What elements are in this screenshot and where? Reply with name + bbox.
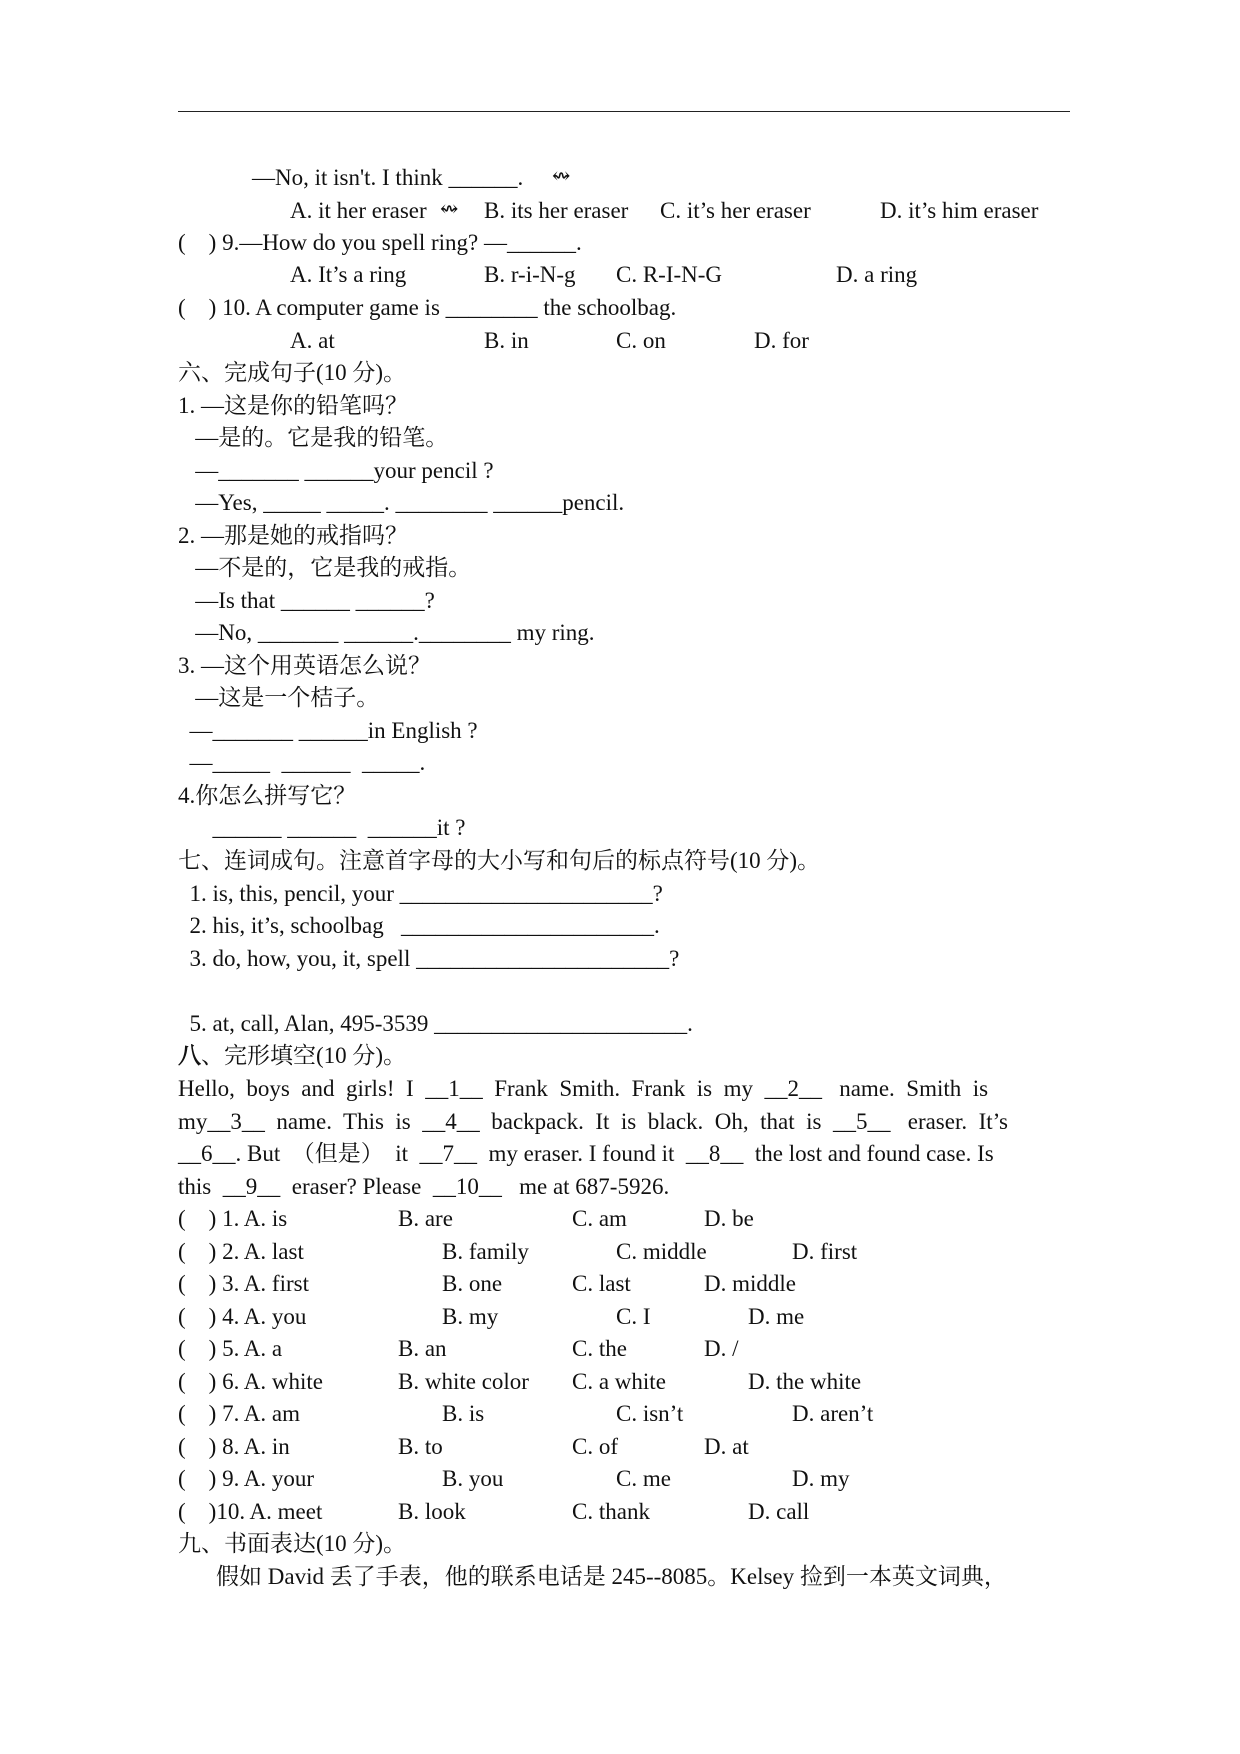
cloze-q-stem: ( ) 2. A. last (178, 1239, 304, 1264)
section6-line: 1. —这是你的铅笔吗？ (178, 393, 408, 418)
cloze-q-option-c: C. of (572, 1434, 618, 1459)
cloze-q-option-d: D. the white (748, 1369, 862, 1394)
section6-line: —_______ ______in English ? (178, 718, 478, 743)
cloze-q-stem: ( ) 3. A. first (178, 1271, 309, 1296)
q8-option-c: C. it’s her eraser (660, 198, 811, 223)
cloze-q-option-c: C. me (616, 1466, 671, 1491)
q9-option-c: C. R-I-N-G (616, 262, 723, 287)
section6-line: 2. —那是她的戒指吗？ (178, 523, 408, 548)
section6-line: —Is that ______ ______? (178, 588, 435, 613)
cloze-q-option-c: C. I (616, 1304, 651, 1329)
q8-reply: —No, it isn't. I think ______. (252, 165, 524, 190)
cloze-q-stem: ( ) 4. A. you (178, 1304, 307, 1329)
q9-option-d: D. a ring (836, 262, 918, 287)
passage-line: __6__. But （但是） it __7__ my eraser. I found it __8__ the lost and found case. Is (178, 1141, 994, 1166)
cloze-q-option-b: B. one (442, 1271, 503, 1296)
cloze-q-option-c: C. thank (572, 1499, 650, 1524)
q8-option-d: D. it’s him eraser (880, 198, 1039, 223)
q10-option-d: D. for (754, 328, 809, 353)
cloze-q-option-c: C. a white (572, 1369, 666, 1394)
section9-title: 九、书面表达(10 分)。 (178, 1531, 407, 1556)
q9-stem: ( ) 9.—How do you spell ring? —______. (178, 230, 582, 255)
cloze-q-option-b: B. are (398, 1206, 453, 1231)
q10-stem: ( ) 10. A computer game is ________ the schoolbag. (178, 295, 677, 320)
section6-line: —不是的，它是我的戒指。 (178, 555, 472, 580)
cloze-q-option-b: B. my (442, 1304, 499, 1329)
section7-line: 2. his, it’s, schoolbag ______________________. (178, 913, 660, 938)
q10-option-c: C. on (616, 328, 666, 353)
cloze-q-option-b: B. to (398, 1434, 443, 1459)
squiggle-mark-icon: ↭ (552, 163, 571, 188)
cloze-q-option-c: C. middle (616, 1239, 707, 1264)
cloze-q-option-d: D. be (704, 1206, 754, 1231)
q8-option-a: A. it her eraser (290, 198, 427, 223)
section6-line: —是的。它是我的铅笔。 (178, 425, 449, 450)
section6-line: 3. —这个用英语怎么说？ (178, 653, 431, 678)
q8-option-b: B. its her eraser (484, 198, 629, 223)
section8-title-number: 八 (178, 1043, 201, 1068)
section7-title: 七、连词成句。注意首字母的大小写和句后的标点符号(10 分)。 (178, 848, 821, 873)
q9-option-a: A. It’s a ring (290, 262, 407, 287)
section6-line: —Yes, _____ _____. ________ ______pencil. (178, 490, 625, 515)
section6-line: 4.你怎么拼写它？ (178, 783, 357, 808)
cloze-q-option-d: D. first (792, 1239, 858, 1264)
section6-line: —_______ ______your pencil ? (178, 458, 494, 483)
section7-line: 5. at, call, Alan, 495-3539 ______________________. (178, 1011, 693, 1036)
cloze-q-option-d: D. aren’t (792, 1401, 874, 1426)
cloze-q-option-b: B. family (442, 1239, 529, 1264)
section9-prompt: 假如 David 丢了手表，他的联系电话是 245--8085。Kelsey 捡到一本英文词典， (216, 1564, 1007, 1589)
cloze-q-stem: ( )10. A. meet (178, 1499, 323, 1524)
q10-option-b: B. in (484, 328, 529, 353)
section6-line: —_____ ______ _____. (178, 750, 426, 775)
cloze-q-stem: ( ) 1. A. is (178, 1206, 288, 1231)
section6-line: ______ ______ ______it ? (178, 815, 466, 840)
cloze-q-option-b: B. is (442, 1401, 485, 1426)
cloze-q-option-d: D. middle (704, 1271, 796, 1296)
cloze-q-option-c: C. the (572, 1336, 627, 1361)
cloze-q-stem: ( ) 6. A. white (178, 1369, 324, 1394)
cloze-q-option-b: B. an (398, 1336, 447, 1361)
cloze-q-stem: ( ) 8. A. in (178, 1434, 290, 1459)
cloze-q-option-c: C. isn’t (616, 1401, 684, 1426)
header-rule (178, 111, 1070, 112)
section7-line: 1. is, this, pencil, your ______________________? (178, 881, 663, 906)
section8-title-text: 、完形填空(10 分)。 (201, 1043, 407, 1068)
q10-option-a: A. at (290, 328, 335, 353)
cloze-q-option-d: D. / (704, 1336, 739, 1361)
q9-option-b: B. r-i-N-g (484, 262, 576, 287)
passage-line: this __9__ eraser? Please __10__ me at 687-5926. (178, 1174, 670, 1199)
section7-line: 3. do, how, you, it, spell ______________________? (178, 946, 680, 971)
section8-title (178, 1041, 406, 1071)
section6-title: 六、完成句子(10 分)。 (178, 360, 407, 385)
passage-line: Hello, boys and girls! I __1__ Frank Smith. Frank is my __2__ name. Smith is (178, 1076, 989, 1101)
cloze-q-stem: ( ) 5. A. a (178, 1336, 283, 1361)
section6-line: —这是一个桔子。 (178, 685, 380, 710)
cloze-q-option-d: D. call (748, 1499, 810, 1524)
cloze-q-option-d: D. me (748, 1304, 805, 1329)
cloze-q-option-b: B. white color (398, 1369, 529, 1394)
cloze-q-option-b: B. look (398, 1499, 466, 1524)
passage-line: my__3__ name. This is __4__ backpack. It is black. Oh, that is __5__ eraser. It’s (178, 1109, 1008, 1134)
cloze-q-option-c: C. am (572, 1206, 627, 1231)
cloze-q-option-d: D. my (792, 1466, 850, 1491)
cloze-q-option-b: B. you (442, 1466, 504, 1491)
cloze-q-option-d: D. at (704, 1434, 749, 1459)
cloze-q-option-c: C. last (572, 1271, 631, 1296)
section6-line: —No, _______ ______.________ my ring. (178, 620, 595, 645)
squiggle-mark-icon: ↭ (440, 196, 459, 221)
cloze-q-stem: ( ) 9. A. your (178, 1466, 315, 1491)
cloze-q-stem: ( ) 7. A. am (178, 1401, 301, 1426)
